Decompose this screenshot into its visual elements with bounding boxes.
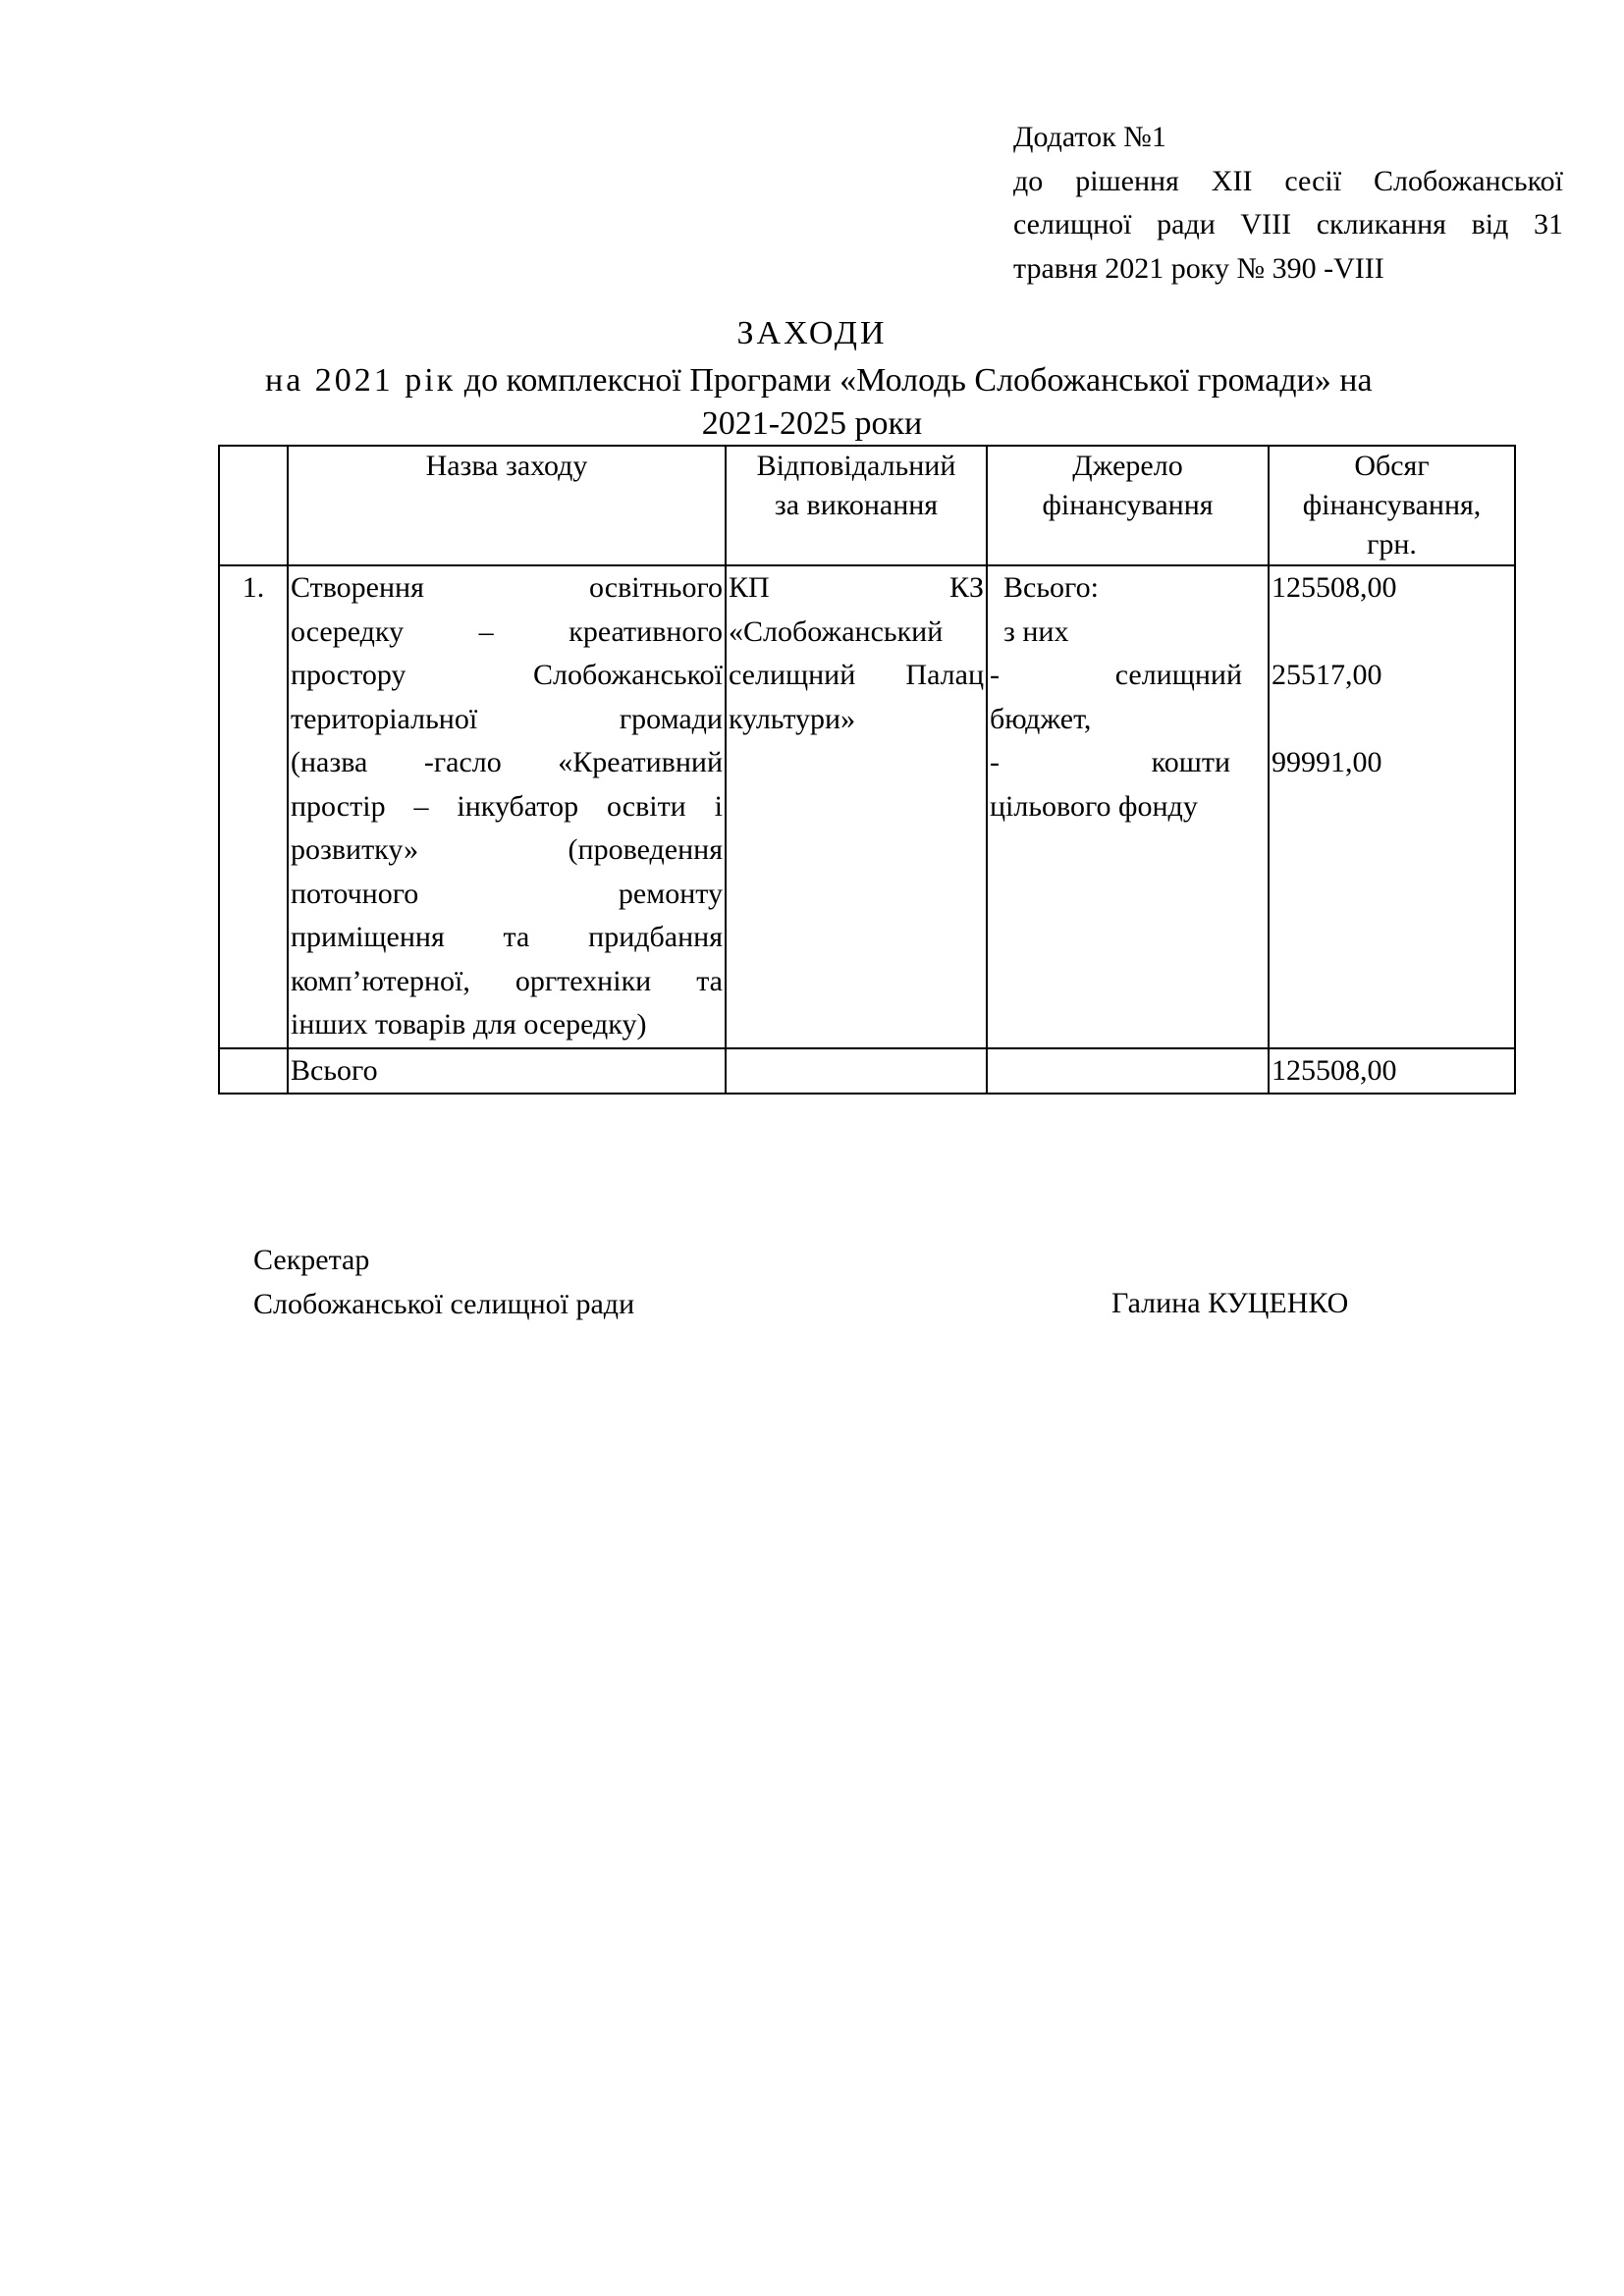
measure-name-line: простір – інкубатор освіти і xyxy=(291,789,723,823)
source-total: Всього: xyxy=(1003,571,1099,604)
total-source-cell xyxy=(987,1048,1269,1095)
measure-name-line: осередку – креативного xyxy=(291,614,723,648)
total-amount: 125508,00 xyxy=(1269,1048,1515,1095)
header-amount xyxy=(1269,446,1515,565)
header-executor-l2: за виконання xyxy=(774,489,939,521)
measure-name-line: простору Слобожанської xyxy=(291,659,723,691)
measures-table xyxy=(218,445,1516,1095)
header-amount-l3: грн. xyxy=(1367,528,1417,561)
measure-name-line: Створення освітнього xyxy=(291,571,723,604)
header-num xyxy=(219,446,288,565)
signature-council: Слобожанської селищної ради xyxy=(253,1287,635,1320)
subtitle-program: до комплексної Програми «Молодь Слобожанської громади» на xyxy=(463,362,1373,399)
subtitle-year: на 2021 рік xyxy=(265,362,457,399)
header-source-l2: фінансування xyxy=(1042,489,1214,521)
header-executor xyxy=(726,446,987,565)
table-row xyxy=(219,565,1515,1048)
document-subtitle-period: 2021-2025 роки xyxy=(701,405,923,442)
measure-name-line: інших товарів для осередку) xyxy=(291,1008,647,1041)
total-label: Всього xyxy=(288,1048,726,1095)
executor-line: КП КЗ xyxy=(729,571,984,604)
header-source xyxy=(987,446,1269,565)
document-title: ЗАХОДИ xyxy=(736,315,888,351)
total-num-cell xyxy=(219,1048,288,1095)
measure-name-line: територіальної громади xyxy=(291,702,723,735)
signature-title: Секретар xyxy=(253,1244,370,1276)
source-of-them: з них xyxy=(1003,614,1069,648)
amount-fund: 99991,00 xyxy=(1272,746,1382,778)
source-fund: - кошти xyxy=(990,746,1230,778)
header-name: Назва заходу xyxy=(288,446,726,565)
measure-name-line: розвитку» (проведення xyxy=(291,833,723,866)
annex-block xyxy=(1013,116,1563,291)
measure-name-line: приміщення та придбання xyxy=(291,921,723,953)
amount-budget: 25517,00 xyxy=(1272,659,1382,691)
header-source-l1: Джерело xyxy=(1072,450,1183,482)
annex-title: Додаток №1 xyxy=(1013,121,1166,153)
annex-council-line: селищної ради VIII скликання від 31 xyxy=(1013,208,1563,240)
measure-name-line: поточного ремонту xyxy=(291,877,723,910)
executor-line: «Слобожанський xyxy=(729,614,944,648)
amount-spacer xyxy=(1272,698,1512,742)
source-budget: - селищний xyxy=(990,659,1242,691)
measure-name-line: комп’ютерної, оргтехніки та xyxy=(291,964,723,997)
total-exec-cell xyxy=(726,1048,987,1095)
measure-name xyxy=(288,565,726,1048)
signature-name: Галина КУЦЕНКО xyxy=(1111,1287,1349,1319)
annex-decision-line: до рішення XII сесії Слобожанської xyxy=(1013,164,1563,197)
executor-line: культури» xyxy=(729,702,856,735)
funding-amount xyxy=(1269,565,1515,1048)
executor xyxy=(726,565,987,1048)
amount-spacer xyxy=(1272,611,1512,655)
funding-source xyxy=(987,565,1269,1048)
annex-date-line: травня 2021 року № 390 -VIII xyxy=(1013,251,1384,285)
executor-line: селищний Палац xyxy=(729,659,984,691)
amount-total: 125508,00 xyxy=(1272,571,1397,604)
source-fund-cont: цільового фонду xyxy=(990,789,1198,823)
document-subtitle xyxy=(265,361,1553,400)
measure-name-line: (назва -гасло «Креативний xyxy=(291,746,723,778)
header-amount-l1: Обсяг xyxy=(1354,450,1430,482)
source-budget-cont: бюджет, xyxy=(990,702,1092,735)
table-header-row xyxy=(219,446,1515,565)
row-number: 1. xyxy=(219,565,288,1048)
signature-position xyxy=(253,1239,634,1326)
total-row xyxy=(219,1048,1515,1095)
header-amount-l2: фінансування, xyxy=(1302,489,1482,521)
header-executor-l1: Відповідальний xyxy=(756,450,956,482)
